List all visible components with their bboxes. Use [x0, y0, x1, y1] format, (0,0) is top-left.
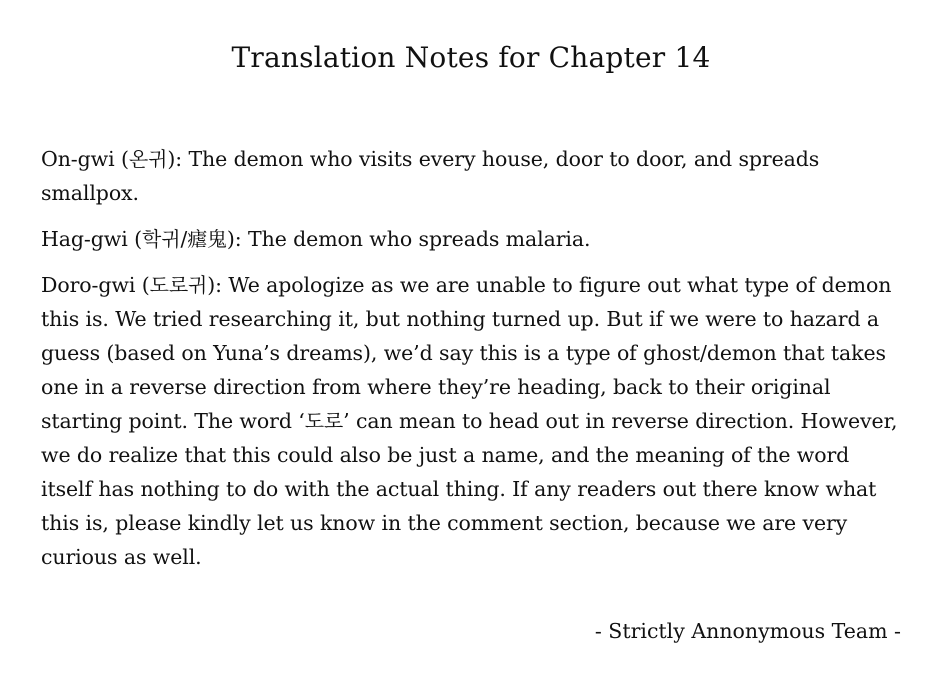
note-native-term: 온귀 [128, 147, 168, 171]
document-title: Translation Notes for Chapter 14 [231, 41, 711, 74]
note-term: Hag-gwi [41, 227, 128, 251]
note-definition-part2: ’ can mean to head out in reverse direction. However, we do realize that this could also be just a name, and the meaning of the word itself has nothing to do with the actual thing. If any readers out there know what this is, please kindly let us know in the comment section, because we are very curious as well. [41, 409, 898, 569]
note-on-gwi: On-gwi (온귀): The demon who visits every house, door to door, and spreads smallpox. [41, 147, 820, 205]
note-hag-gwi: Hag-gwi (학귀/瘧鬼): The demon who spreads malaria. [41, 227, 591, 251]
note-definition-part1: We apologize as we are unable to figure out what type of demon this is. We tried researching it, but nothing turned up. But if we were to hazard a guess (based on Yuna’s dreams), we’d say this is a type of ghost/demon that takes one in a reverse direction from where they’re heading, back to their original starting point. The word ‘ [41, 273, 892, 433]
note-native-term: 도로귀 [149, 273, 208, 297]
note-term: Doro-gwi [41, 273, 136, 297]
note-definition: The demon who visits every house, door to door, and spreads smallpox. [41, 147, 820, 205]
signature: - Strictly Annonymous Team - [594, 619, 901, 643]
note-native-term: 학귀/瘧鬼 [142, 227, 227, 251]
note-definition: The demon who spreads malaria. [248, 227, 591, 251]
note-quoted-word: 도로 [304, 409, 344, 433]
note-doro-gwi: Doro-gwi (도로귀): We apologize as we are unable to figure out what type of demon this is. We tried researching it, but nothing turned up. But if we were to hazard a guess (based on Yuna’s dreams), we’d say this is a type of ghost/demon that takes one in a reverse direction from where they’re heading, back to their original starting point. The word ‘도로’ can mean to head out in reverse direction. However, we do realize that this could also be just a name, and the meaning of the word itself has nothing to do with the actual thing. If any readers out there know what this is, please kindly let us know in the comment section, because we are very curious as well. [41, 273, 898, 569]
note-term: On-gwi [41, 147, 115, 171]
notes-list [41, 142, 906, 586]
